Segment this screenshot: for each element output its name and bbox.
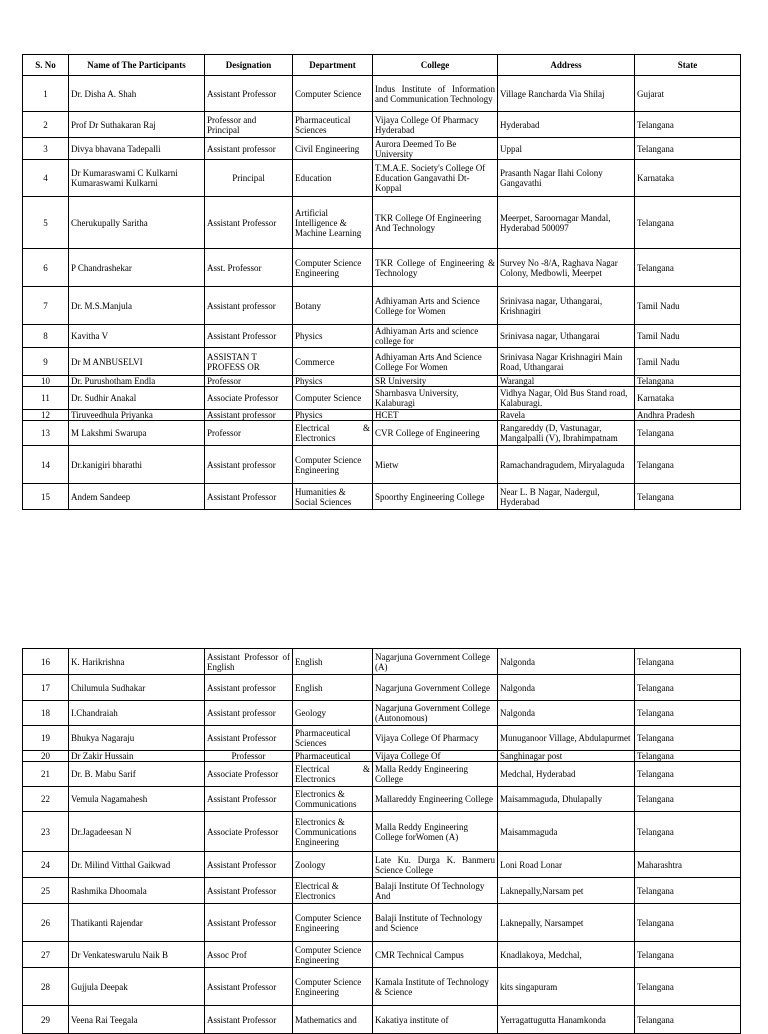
table-row [23, 249, 741, 287]
cell-designation: ASSISTAN T PROFESS OR [205, 348, 293, 376]
cell-no: 10 [23, 376, 69, 387]
cell-name: Rashmika Dhoomala [69, 878, 205, 904]
table-row [23, 376, 741, 387]
table-row [23, 410, 741, 421]
cell-state: Telangana [635, 878, 741, 904]
cell-department: English [293, 675, 373, 701]
cell-no: 27 [23, 942, 69, 968]
cell-state: Telangana [635, 787, 741, 812]
cell-department: Botany [293, 287, 373, 325]
cell-name: Cherukupally Saritha [69, 197, 205, 249]
cell-college: Balaji Institute Of Technology And [373, 878, 498, 904]
table-row [23, 160, 741, 197]
cell-college: Nagarjuna Government College [373, 675, 498, 701]
cell-department: Computer Science Engineering [293, 904, 373, 942]
header-college: College [373, 55, 498, 76]
cell-no: 5 [23, 197, 69, 249]
cell-state: Telangana [635, 249, 741, 287]
cell-no: 13 [23, 421, 69, 446]
cell-designation: Assistant professor [205, 446, 293, 484]
cell-address: Knadlakoya, Medchal, [498, 942, 635, 968]
header-sno: S. No [23, 55, 69, 76]
cell-name: Chilumula Sudhakar [69, 675, 205, 701]
cell-state: Tamil Nadu [635, 348, 741, 376]
cell-department: Humanities & Social Sciences [293, 484, 373, 510]
table-row [23, 76, 741, 112]
cell-name: M Lakshmi Swarupa [69, 421, 205, 446]
cell-designation: Assistant Professor [205, 787, 293, 812]
cell-college: Sharnbasva University, Kalaburagi [373, 387, 498, 410]
cell-college: Spoorthy Engineering College [373, 484, 498, 510]
cell-name: K. Harikrishna [69, 649, 205, 675]
table-row [23, 197, 741, 249]
cell-designation: Professor [205, 376, 293, 387]
cell-college: CMR Technical Campus [373, 942, 498, 968]
cell-college: Adhiyaman Arts And Science College For Women [373, 348, 498, 376]
cell-address: Srinivasa Nagar Krishnagiri Main Road, Uthangarai [498, 348, 635, 376]
cell-address: Ravela [498, 410, 635, 421]
cell-no: 20 [23, 751, 69, 762]
cell-address: Nalgonda [498, 701, 635, 726]
header-address: Address [498, 55, 635, 76]
cell-college: Vijaya College Of Pharmacy Hyderabad [373, 112, 498, 138]
cell-address: Sanghinagar post [498, 751, 635, 762]
cell-no: 22 [23, 787, 69, 812]
cell-address: Yerragattugutta Hanamkonda [498, 1006, 635, 1034]
cell-state: Telangana [635, 197, 741, 249]
header-state: State [635, 55, 741, 76]
cell-address: Nalgonda [498, 649, 635, 675]
cell-no: 9 [23, 348, 69, 376]
cell-designation: Assistant professor [205, 701, 293, 726]
cell-address: Near L. B Nagar, Nadergul, Hyderabad [498, 484, 635, 510]
cell-name: Vemula Nagamahesh [69, 787, 205, 812]
table-row [23, 348, 741, 376]
cell-no: 17 [23, 675, 69, 701]
cell-college: Balaji Institute of Technology and Science [373, 904, 498, 942]
table-row [23, 942, 741, 968]
cell-department: Computer Science Engineering [293, 446, 373, 484]
cell-state: Telangana [635, 726, 741, 751]
table-row [23, 812, 741, 852]
cell-department: Electrical & Electronics [293, 762, 373, 787]
cell-college: Nagarjuna Government College (Autonomous) [373, 701, 498, 726]
cell-department: Computer Science [293, 76, 373, 112]
cell-state: Telangana [635, 751, 741, 762]
cell-designation: Asst. Professor [205, 249, 293, 287]
table-row [23, 787, 741, 812]
cell-name: Dr Venkateswarulu Naik B [69, 942, 205, 968]
cell-department: Computer Science Engineering [293, 968, 373, 1006]
cell-state: Telangana [635, 675, 741, 701]
cell-department: Electronics & Communications [293, 787, 373, 812]
cell-name: Dr. B. Mabu Sarif [69, 762, 205, 787]
cell-name: Kavitha V [69, 325, 205, 348]
table-row [23, 762, 741, 787]
cell-college: TKR College of Engineering & Technology [373, 249, 498, 287]
cell-college: Kamala Institute of Technology & Science [373, 968, 498, 1006]
cell-department: Electronics & Communications Engineering [293, 812, 373, 852]
cell-no: 29 [23, 1006, 69, 1034]
cell-department: Physics [293, 325, 373, 348]
cell-designation: Assistant Professor [205, 904, 293, 942]
cell-no: 15 [23, 484, 69, 510]
cell-name: P Chandrashekar [69, 249, 205, 287]
cell-state: Telangana [635, 421, 741, 446]
cell-address: Vidhya Nagar, Old Bus Stand road, Kalaburagi. [498, 387, 635, 410]
cell-address: Prasanth Nagar Ilahi Colony Gangavathi [498, 160, 635, 197]
cell-college: Indus Institute of Information and Communication Technology [373, 76, 498, 112]
cell-designation: Assistant Professor [205, 325, 293, 348]
cell-name: Dr. Purushotham Endla [69, 376, 205, 387]
cell-state: Karnataka [635, 160, 741, 197]
cell-no: 18 [23, 701, 69, 726]
cell-state: Maharashtra [635, 852, 741, 878]
cell-state: Gujarat [635, 76, 741, 112]
cell-department: Zoology [293, 852, 373, 878]
cell-state: Telangana [635, 376, 741, 387]
cell-no: 8 [23, 325, 69, 348]
cell-state: Telangana [635, 649, 741, 675]
cell-no: 16 [23, 649, 69, 675]
cell-department: Pharmaceutical Sciences [293, 726, 373, 751]
table-row [23, 649, 741, 675]
cell-address: Ramachandragudem, Miryalaguda [498, 446, 635, 484]
cell-designation: Principal [205, 160, 293, 197]
cell-no: 7 [23, 287, 69, 325]
cell-state: Telangana [635, 446, 741, 484]
table-row [23, 287, 741, 325]
table-row [23, 726, 741, 751]
cell-no: 23 [23, 812, 69, 852]
cell-designation: Assoc Prof [205, 942, 293, 968]
cell-college: Vijaya College Of Pharmacy [373, 726, 498, 751]
cell-name: Dr. Milind Vitthal Gaikwad [69, 852, 205, 878]
cell-no: 26 [23, 904, 69, 942]
cell-designation: Assistant Professor [205, 852, 293, 878]
cell-designation: Assistant Professor of English [205, 649, 293, 675]
cell-designation: Assistant Professor [205, 1006, 293, 1034]
cell-college: Kakatiya institute of [373, 1006, 498, 1034]
cell-college: TKR College Of Engineering And Technology [373, 197, 498, 249]
cell-department: Artificial Intelligence & Machine Learning [293, 197, 373, 249]
cell-name: Veena Rai Teegala [69, 1006, 205, 1034]
cell-name: Dr.kanigiri bharathi [69, 446, 205, 484]
cell-designation: Associate Professor [205, 812, 293, 852]
participants-table-1 [22, 54, 741, 510]
table-row [23, 446, 741, 484]
cell-name: Tiruveedhula Priyanka [69, 410, 205, 421]
cell-name: Divya bhavana Tadepalli [69, 138, 205, 160]
table-row [23, 878, 741, 904]
cell-address: Survey No -8/A, Raghava Nagar Colony, Medbowli, Meerpet [498, 249, 635, 287]
cell-state: Tamil Nadu [635, 325, 741, 348]
cell-college: Mallareddy Engineering College [373, 787, 498, 812]
cell-address: Maisammaguda [498, 812, 635, 852]
cell-address: Uppal [498, 138, 635, 160]
cell-designation: Professor [205, 421, 293, 446]
table-row [23, 138, 741, 160]
cell-department: Computer Science Engineering [293, 942, 373, 968]
cell-name: Thatikanti Rajendar [69, 904, 205, 942]
cell-name: Dr. Sudhir Anakal [69, 387, 205, 410]
cell-state: Telangana [635, 904, 741, 942]
cell-state: Telangana [635, 812, 741, 852]
cell-name: Dr Kumaraswami C Kulkarni Kumaraswami Kulkarni [69, 160, 205, 197]
cell-college: SR University [373, 376, 498, 387]
cell-department: Computer Science Engineering [293, 249, 373, 287]
cell-designation: Associate Professor [205, 387, 293, 410]
cell-designation: Assistant professor [205, 675, 293, 701]
cell-department: Electrical & Electronics [293, 878, 373, 904]
cell-state: Telangana [635, 484, 741, 510]
header-name: Name of The Participants [69, 55, 205, 76]
cell-name: Dr. Disha A. Shah [69, 76, 205, 112]
cell-state: Telangana [635, 1006, 741, 1034]
cell-college: Late Ku. Durga K. Banmeru Science College [373, 852, 498, 878]
header-designation: Designation [205, 55, 293, 76]
cell-no: 21 [23, 762, 69, 787]
cell-no: 3 [23, 138, 69, 160]
cell-designation: Assistant Professor [205, 968, 293, 1006]
cell-name: Dr M ANBUSELVI [69, 348, 205, 376]
cell-address: Srinivasa nagar, Uthangarai [498, 325, 635, 348]
cell-college: Adhiyaman Arts and science college for [373, 325, 498, 348]
cell-address: Rangareddy (D, Vastunagar, Mangalpalli (V), Ibrahimpatnam [498, 421, 635, 446]
table-row [23, 675, 741, 701]
cell-name: Andem Sandeep [69, 484, 205, 510]
cell-designation: Assistant Professor [205, 878, 293, 904]
table-row [23, 325, 741, 348]
cell-no: 19 [23, 726, 69, 751]
cell-address: kits singapuram [498, 968, 635, 1006]
cell-no: 11 [23, 387, 69, 410]
cell-no: 2 [23, 112, 69, 138]
cell-address: Loni Road Lonar [498, 852, 635, 878]
cell-no: 28 [23, 968, 69, 1006]
participants-table-2 [22, 648, 741, 1034]
cell-address: Laknepally,Narsam pet [498, 878, 635, 904]
cell-college: Vijaya College Of [373, 751, 498, 762]
cell-name: Dr Zakir Hussain [69, 751, 205, 762]
cell-department: Physics [293, 376, 373, 387]
cell-department: Geology [293, 701, 373, 726]
table-row [23, 112, 741, 138]
cell-department: Pharmaceutical [293, 751, 373, 762]
cell-address: Munuganoor Village, Abdulapurmet [498, 726, 635, 751]
cell-department: Electrical & Electronics [293, 421, 373, 446]
cell-name: Bhukya Nagaraju [69, 726, 205, 751]
cell-address: Nalgonda [498, 675, 635, 701]
cell-designation: Assistant professor [205, 138, 293, 160]
cell-name: Prof Dr Suthakaran Raj [69, 112, 205, 138]
cell-designation: Associate Professor [205, 762, 293, 787]
cell-name: I.Chandraiah [69, 701, 205, 726]
cell-designation: Assistant professor [205, 410, 293, 421]
cell-name: Gujjula Deepak [69, 968, 205, 1006]
cell-designation: Professor and Principal [205, 112, 293, 138]
cell-college: Malla Reddy Engineering College forWomen (A) [373, 812, 498, 852]
cell-address: Medchal, Hyderabad [498, 762, 635, 787]
cell-no: 24 [23, 852, 69, 878]
cell-no: 4 [23, 160, 69, 197]
cell-address: Laknepally, Narsampet [498, 904, 635, 942]
cell-address: Hyderabad [498, 112, 635, 138]
cell-state: Telangana [635, 762, 741, 787]
cell-name: Dr. M.S.Manjula [69, 287, 205, 325]
cell-address: Village Rancharda Via Shilaj [498, 76, 635, 112]
cell-address: Meerpet, Saroornagar Mandal, Hyderabad 500097 [498, 197, 635, 249]
table-header-row [23, 55, 741, 76]
cell-department: Mathematics and [293, 1006, 373, 1034]
cell-address: Warangal [498, 376, 635, 387]
cell-designation: Assistant Professor [205, 484, 293, 510]
cell-state: Telangana [635, 968, 741, 1006]
cell-no: 12 [23, 410, 69, 421]
cell-state: Telangana [635, 942, 741, 968]
cell-no: 1 [23, 76, 69, 112]
cell-designation: Assistant professor [205, 287, 293, 325]
cell-state: Telangana [635, 701, 741, 726]
cell-college: HCET [373, 410, 498, 421]
cell-college: CVR College of Engineering [373, 421, 498, 446]
table-row [23, 968, 741, 1006]
cell-college: T.M.A.E. Society's College Of Education Gangavathi Dt- Koppal [373, 160, 498, 197]
cell-address: Maisammaguda, Dhulapally [498, 787, 635, 812]
cell-designation: Assistant Professor [205, 197, 293, 249]
cell-state: Karnataka [635, 387, 741, 410]
table-row [23, 387, 741, 410]
cell-department: Commerce [293, 348, 373, 376]
table-row [23, 1006, 741, 1034]
cell-college: Malla Reddy Engineering College [373, 762, 498, 787]
cell-college: Aurora Deemed To Be University [373, 138, 498, 160]
cell-state: Andhra Pradesh [635, 410, 741, 421]
cell-designation: Assistant Professor [205, 76, 293, 112]
cell-department: Computer Science [293, 387, 373, 410]
table-row [23, 904, 741, 942]
cell-address: Srinivasa nagar, Uthangarai, Krishnagiri [498, 287, 635, 325]
cell-department: Pharmaceutical Sciences [293, 112, 373, 138]
cell-designation: Professor [205, 751, 293, 762]
table-row [23, 852, 741, 878]
table-row [23, 751, 741, 762]
cell-state: Telangana [635, 112, 741, 138]
cell-department: Civil Engineering [293, 138, 373, 160]
cell-college: Nagarjuna Government College (A) [373, 649, 498, 675]
cell-no: 6 [23, 249, 69, 287]
cell-designation: Assistant Professor [205, 726, 293, 751]
cell-department: Physics [293, 410, 373, 421]
cell-no: 25 [23, 878, 69, 904]
cell-state: Telangana [635, 138, 741, 160]
cell-college: Adhiyaman Arts and Science College for Women [373, 287, 498, 325]
cell-college: Mietw [373, 446, 498, 484]
cell-department: English [293, 649, 373, 675]
cell-department: Education [293, 160, 373, 197]
table-row [23, 701, 741, 726]
cell-name: Dr.Jagadeesan N [69, 812, 205, 852]
header-department: Department [293, 55, 373, 76]
table-row [23, 484, 741, 510]
cell-state: Tamil Nadu [635, 287, 741, 325]
cell-no: 14 [23, 446, 69, 484]
table-row [23, 421, 741, 446]
